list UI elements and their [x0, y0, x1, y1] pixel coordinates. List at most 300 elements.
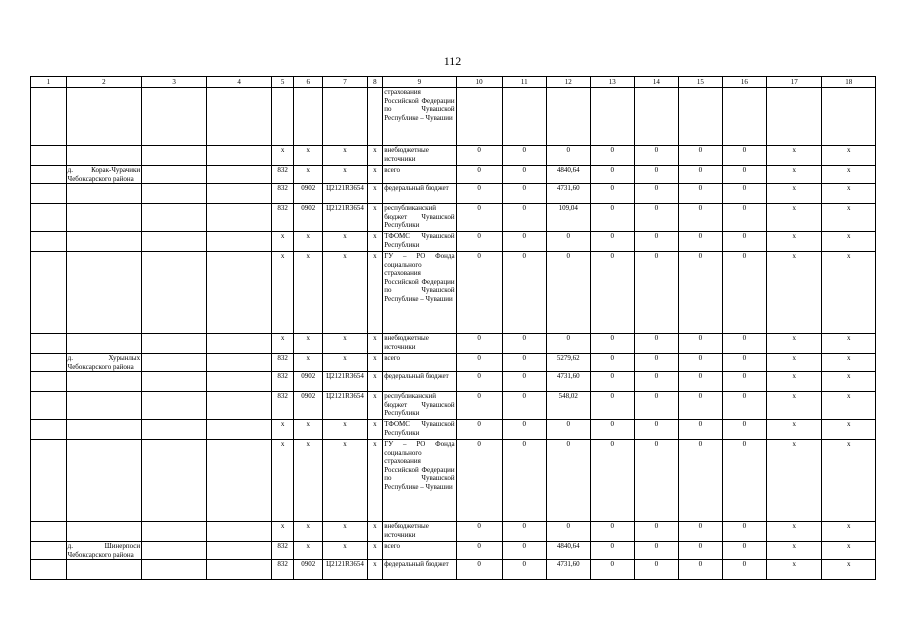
cell-col-6 — [294, 88, 323, 146]
column-header: 11 — [502, 77, 546, 88]
cell-col-17: х — [766, 354, 822, 372]
cell-col-2 — [66, 146, 141, 166]
cell-col-1 — [31, 420, 67, 440]
cell-col-10: 0 — [456, 334, 502, 354]
cell-col-17 — [766, 88, 822, 146]
cell-col-13: 0 — [590, 204, 634, 232]
cell-col-9: ТФОМС Чувашской Республики — [383, 232, 456, 252]
cell-col-8: х — [367, 542, 383, 560]
table-row — [31, 420, 876, 440]
cell-col-9: всего — [383, 542, 456, 560]
cell-col-7: Ц2121R3654 — [323, 184, 367, 204]
cell-col-13: 0 — [590, 146, 634, 166]
cell-col-14: 0 — [634, 146, 678, 166]
table-row — [31, 542, 876, 560]
cell-col-16: 0 — [722, 204, 766, 232]
cell-col-6: х — [294, 542, 323, 560]
cell-col-3 — [142, 372, 207, 392]
cell-col-7: х — [323, 146, 367, 166]
cell-col-4 — [207, 166, 272, 184]
cell-col-12: 548,02 — [546, 392, 590, 420]
cell-col-5: х — [272, 420, 294, 440]
cell-col-9: ГУ – РО Фонда социального страхования Российской Федерации по Чувашской Республике – Чувашии — [383, 440, 456, 522]
cell-col-13: 0 — [590, 440, 634, 522]
cell-col-13: 0 — [590, 522, 634, 542]
cell-col-15: 0 — [678, 392, 722, 420]
cell-col-14: 0 — [634, 334, 678, 354]
cell-col-13: 0 — [590, 420, 634, 440]
cell-col-10: 0 — [456, 146, 502, 166]
cell-col-5: 832 — [272, 392, 294, 420]
cell-col-16: 0 — [722, 372, 766, 392]
table-header-row — [31, 77, 876, 88]
cell-col-1 — [31, 560, 67, 580]
cell-col-1 — [31, 184, 67, 204]
cell-col-8: х — [367, 372, 383, 392]
cell-col-3 — [142, 522, 207, 542]
cell-col-12: 0 — [546, 522, 590, 542]
cell-col-4 — [207, 88, 272, 146]
cell-col-15: 0 — [678, 354, 722, 372]
cell-col-8: х — [367, 440, 383, 522]
cell-col-2 — [66, 420, 141, 440]
cell-col-17: х — [766, 420, 822, 440]
cell-col-15 — [678, 88, 722, 146]
cell-col-16: 0 — [722, 334, 766, 354]
cell-col-8: х — [367, 184, 383, 204]
cell-col-1 — [31, 232, 67, 252]
cell-col-15: 0 — [678, 232, 722, 252]
cell-col-9: республиканский бюджет Чувашской Республики — [383, 392, 456, 420]
cell-col-3 — [142, 542, 207, 560]
cell-col-17: х — [766, 440, 822, 522]
cell-col-13: 0 — [590, 354, 634, 372]
cell-col-13: 0 — [590, 334, 634, 354]
cell-col-4 — [207, 420, 272, 440]
cell-col-17: х — [766, 334, 822, 354]
cell-col-2 — [66, 232, 141, 252]
cell-col-14: 0 — [634, 184, 678, 204]
cell-col-18: х — [822, 560, 876, 580]
cell-col-1 — [31, 146, 67, 166]
cell-col-17: х — [766, 542, 822, 560]
cell-col-11: 0 — [502, 146, 546, 166]
cell-col-3 — [142, 184, 207, 204]
cell-col-17: х — [766, 166, 822, 184]
cell-col-15: 0 — [678, 372, 722, 392]
cell-col-4 — [207, 232, 272, 252]
cell-col-18: х — [822, 440, 876, 522]
cell-col-3 — [142, 166, 207, 184]
cell-col-16 — [722, 88, 766, 146]
cell-col-18: х — [822, 166, 876, 184]
cell-col-1 — [31, 88, 67, 146]
table-row — [31, 252, 876, 334]
cell-col-18: х — [822, 522, 876, 542]
cell-col-7: Ц2121R3654 — [323, 392, 367, 420]
cell-col-1 — [31, 372, 67, 392]
table-row — [31, 392, 876, 420]
cell-col-3 — [142, 334, 207, 354]
cell-col-18: х — [822, 354, 876, 372]
cell-col-6: х — [294, 146, 323, 166]
cell-col-3 — [142, 232, 207, 252]
cell-col-13: 0 — [590, 166, 634, 184]
cell-col-8: х — [367, 354, 383, 372]
cell-col-10: 0 — [456, 204, 502, 232]
cell-col-9: внебюджетные источники — [383, 334, 456, 354]
cell-col-11: 0 — [502, 420, 546, 440]
cell-col-2 — [66, 88, 141, 146]
cell-col-9: страхования Российской Федерации по Чувашской Республике – Чувашии — [383, 88, 456, 146]
cell-col-8: х — [367, 392, 383, 420]
cell-col-2 — [66, 184, 141, 204]
cell-col-14: 0 — [634, 354, 678, 372]
cell-col-13: 0 — [590, 372, 634, 392]
cell-col-6: х — [294, 440, 323, 522]
cell-col-2 — [66, 252, 141, 334]
cell-col-1 — [31, 354, 67, 372]
cell-col-17: х — [766, 184, 822, 204]
column-header: 17 — [766, 77, 822, 88]
cell-col-18: х — [822, 420, 876, 440]
cell-col-15: 0 — [678, 440, 722, 522]
cell-col-12: 0 — [546, 420, 590, 440]
cell-col-9: ТФОМС Чувашской Республики — [383, 420, 456, 440]
cell-col-15: 0 — [678, 184, 722, 204]
cell-col-5: 832 — [272, 184, 294, 204]
cell-col-13 — [590, 88, 634, 146]
table-row — [31, 334, 876, 354]
cell-col-9: федеральный бюджет — [383, 184, 456, 204]
cell-col-15: 0 — [678, 334, 722, 354]
cell-col-5: 832 — [272, 354, 294, 372]
cell-col-5: 832 — [272, 542, 294, 560]
cell-col-9: республиканский бюджет Чувашской Республики — [383, 204, 456, 232]
column-header: 1 — [31, 77, 67, 88]
cell-col-16: 0 — [722, 146, 766, 166]
cell-col-10: 0 — [456, 522, 502, 542]
cell-col-11: 0 — [502, 440, 546, 522]
cell-col-7: х — [323, 166, 367, 184]
cell-col-15: 0 — [678, 560, 722, 580]
cell-col-4 — [207, 184, 272, 204]
cell-col-6: х — [294, 354, 323, 372]
cell-col-14: 0 — [634, 440, 678, 522]
cell-col-5: х — [272, 252, 294, 334]
cell-col-12: 0 — [546, 146, 590, 166]
cell-col-10: 0 — [456, 420, 502, 440]
cell-col-2: д. Корак-Чурачики Чебоксарского района — [67, 166, 141, 183]
cell-col-2 — [66, 372, 141, 392]
cell-col-16: 0 — [722, 420, 766, 440]
table-row — [31, 166, 876, 184]
cell-col-1 — [31, 166, 67, 184]
cell-col-4 — [207, 542, 272, 560]
cell-col-13: 0 — [590, 542, 634, 560]
cell-col-1 — [31, 392, 67, 420]
cell-col-2 — [66, 560, 141, 580]
cell-col-14: 0 — [634, 522, 678, 542]
cell-col-17: х — [766, 392, 822, 420]
cell-col-10: 0 — [456, 560, 502, 580]
cell-col-4 — [207, 372, 272, 392]
cell-col-5 — [272, 88, 294, 146]
cell-col-7: х — [323, 232, 367, 252]
cell-col-15: 0 — [678, 252, 722, 334]
cell-col-7: Ц2121R3654 — [323, 560, 367, 580]
cell-col-6: х — [294, 252, 323, 334]
cell-col-10: 0 — [456, 440, 502, 522]
cell-col-10: 0 — [456, 184, 502, 204]
table-row — [31, 560, 876, 580]
cell-col-11: 0 — [502, 372, 546, 392]
column-header: 15 — [678, 77, 722, 88]
cell-col-5: х — [272, 440, 294, 522]
cell-col-7: х — [323, 334, 367, 354]
cell-col-17: х — [766, 372, 822, 392]
cell-col-17: х — [766, 560, 822, 580]
cell-col-14: 0 — [634, 392, 678, 420]
column-header: 16 — [722, 77, 766, 88]
cell-col-7: х — [323, 354, 367, 372]
cell-col-3 — [142, 204, 207, 232]
cell-col-8: х — [367, 334, 383, 354]
cell-col-17: х — [766, 146, 822, 166]
cell-col-4 — [207, 522, 272, 542]
cell-col-6: 0902 — [294, 372, 323, 392]
cell-col-3 — [142, 420, 207, 440]
cell-col-7: Ц2121R3654 — [323, 372, 367, 392]
cell-col-9: федеральный бюджет — [383, 372, 456, 392]
cell-col-7: х — [323, 542, 367, 560]
cell-col-17: х — [766, 252, 822, 334]
cell-col-6: 0902 — [294, 204, 323, 232]
cell-col-16: 0 — [722, 232, 766, 252]
cell-col-11: 0 — [502, 392, 546, 420]
cell-col-16: 0 — [722, 522, 766, 542]
cell-col-4 — [207, 392, 272, 420]
cell-col-9: всего — [383, 166, 456, 184]
cell-col-1 — [31, 204, 67, 232]
cell-col-2 — [66, 204, 141, 232]
cell-col-18: х — [822, 392, 876, 420]
page-number: 112 — [443, 54, 462, 68]
cell-col-12: 4840,64 — [546, 542, 590, 560]
cell-col-2 — [66, 440, 141, 522]
cell-col-6: 0902 — [294, 184, 323, 204]
cell-col-15: 0 — [678, 420, 722, 440]
cell-col-16: 0 — [722, 252, 766, 334]
cell-col-4 — [207, 334, 272, 354]
cell-col-8: х — [367, 166, 383, 184]
cell-col-11: 0 — [502, 252, 546, 334]
table-row — [31, 204, 876, 232]
cell-col-7: х — [323, 522, 367, 542]
cell-col-3 — [142, 440, 207, 522]
column-header: 7 — [323, 77, 367, 88]
cell-col-9: внебюджетные источники — [383, 146, 456, 166]
cell-col-10: 0 — [456, 392, 502, 420]
cell-col-14: 0 — [634, 204, 678, 232]
cell-col-12: 4731,60 — [546, 184, 590, 204]
cell-col-11: 0 — [502, 166, 546, 184]
cell-col-2: д. Шинерпоси Чебоксарского района — [67, 542, 141, 559]
cell-col-6: 0902 — [294, 560, 323, 580]
cell-col-14: 0 — [634, 542, 678, 560]
column-header: 18 — [822, 77, 876, 88]
cell-col-10: 0 — [456, 372, 502, 392]
cell-col-16: 0 — [722, 440, 766, 522]
column-header: 4 — [207, 77, 272, 88]
cell-col-10: 0 — [456, 542, 502, 560]
cell-col-2 — [66, 334, 141, 354]
cell-col-13: 0 — [590, 252, 634, 334]
cell-col-13: 0 — [590, 560, 634, 580]
cell-col-8: х — [367, 522, 383, 542]
cell-col-12: 5279,62 — [546, 354, 590, 372]
cell-col-6: х — [294, 334, 323, 354]
cell-col-3 — [142, 560, 207, 580]
cell-col-8: х — [367, 146, 383, 166]
cell-col-12 — [546, 88, 590, 146]
cell-col-18: х — [822, 146, 876, 166]
cell-col-15: 0 — [678, 204, 722, 232]
table-row — [31, 354, 876, 372]
cell-col-7: х — [323, 420, 367, 440]
cell-col-5: 832 — [272, 372, 294, 392]
column-header: 8 — [367, 77, 383, 88]
cell-col-17: х — [766, 204, 822, 232]
cell-col-11: 0 — [502, 232, 546, 252]
cell-col-13: 0 — [590, 232, 634, 252]
table-row — [31, 146, 876, 166]
cell-col-3 — [142, 392, 207, 420]
cell-col-18: х — [822, 372, 876, 392]
cell-col-8: х — [367, 232, 383, 252]
cell-col-3 — [142, 88, 207, 146]
cell-col-7: х — [323, 440, 367, 522]
cell-col-15: 0 — [678, 146, 722, 166]
cell-col-15: 0 — [678, 522, 722, 542]
table-row — [31, 440, 876, 522]
cell-col-10: 0 — [456, 166, 502, 184]
cell-col-7: х — [323, 252, 367, 334]
table-row — [31, 184, 876, 204]
cell-col-18 — [822, 88, 876, 146]
cell-col-9: всего — [383, 354, 456, 372]
cell-col-15: 0 — [678, 542, 722, 560]
cell-col-7 — [323, 88, 367, 146]
column-header: 14 — [634, 77, 678, 88]
cell-col-11: 0 — [502, 204, 546, 232]
cell-col-16: 0 — [722, 184, 766, 204]
cell-col-18: х — [822, 252, 876, 334]
cell-col-15: 0 — [678, 166, 722, 184]
cell-col-6: 0902 — [294, 392, 323, 420]
cell-col-2 — [66, 522, 141, 542]
cell-col-12: 4731,60 — [546, 560, 590, 580]
cell-col-8 — [367, 88, 383, 146]
cell-col-5: х — [272, 522, 294, 542]
cell-col-18: х — [822, 204, 876, 232]
cell-col-16: 0 — [722, 392, 766, 420]
cell-col-6: х — [294, 166, 323, 184]
cell-col-14: 0 — [634, 232, 678, 252]
cell-col-1 — [31, 334, 67, 354]
cell-col-13: 0 — [590, 184, 634, 204]
cell-col-12: 4731,60 — [546, 372, 590, 392]
cell-col-4 — [207, 560, 272, 580]
column-header: 5 — [272, 77, 294, 88]
cell-col-5: 832 — [272, 204, 294, 232]
cell-col-4 — [207, 204, 272, 232]
cell-col-14: 0 — [634, 372, 678, 392]
cell-col-5: 832 — [272, 560, 294, 580]
column-header: 3 — [142, 77, 207, 88]
cell-col-12: 0 — [546, 334, 590, 354]
cell-col-16: 0 — [722, 542, 766, 560]
cell-col-4 — [207, 354, 272, 372]
cell-col-4 — [207, 440, 272, 522]
table-row — [31, 88, 876, 146]
cell-col-4 — [207, 252, 272, 334]
column-header: 6 — [294, 77, 323, 88]
cell-col-8: х — [367, 204, 383, 232]
cell-col-16: 0 — [722, 560, 766, 580]
cell-col-1 — [31, 252, 67, 334]
cell-col-12: 0 — [546, 252, 590, 334]
cell-col-14: 0 — [634, 420, 678, 440]
cell-col-4 — [207, 146, 272, 166]
cell-col-12: 109,04 — [546, 204, 590, 232]
cell-col-11: 0 — [502, 354, 546, 372]
cell-col-17: х — [766, 522, 822, 542]
cell-col-7: Ц2121R3654 — [323, 204, 367, 232]
cell-col-10: 0 — [456, 232, 502, 252]
cell-col-5: х — [272, 232, 294, 252]
column-header: 2 — [66, 77, 141, 88]
cell-col-12: 4840,64 — [546, 166, 590, 184]
cell-col-11: 0 — [502, 184, 546, 204]
cell-col-5: х — [272, 146, 294, 166]
cell-col-2: д. Хурынлых Чебоксарского района — [67, 354, 141, 371]
cell-col-14: 0 — [634, 166, 678, 184]
cell-col-8: х — [367, 252, 383, 334]
column-header: 10 — [456, 77, 502, 88]
table-row — [31, 232, 876, 252]
cell-col-18: х — [822, 542, 876, 560]
table-row — [31, 372, 876, 392]
cell-col-13: 0 — [590, 392, 634, 420]
cell-col-11: 0 — [502, 542, 546, 560]
cell-col-14: 0 — [634, 252, 678, 334]
cell-col-11 — [502, 88, 546, 146]
cell-col-17: х — [766, 232, 822, 252]
cell-col-6: х — [294, 522, 323, 542]
cell-col-16: 0 — [722, 166, 766, 184]
column-header: 9 — [383, 77, 456, 88]
cell-col-12: 0 — [546, 232, 590, 252]
cell-col-9: ГУ – РО Фонда социального страхования Российской Федерации по Чувашской Республике – Чувашии — [383, 252, 456, 334]
cell-col-18: х — [822, 334, 876, 354]
cell-col-11: 0 — [502, 522, 546, 542]
cell-col-5: х — [272, 334, 294, 354]
table-row — [31, 522, 876, 542]
cell-col-12: 0 — [546, 440, 590, 522]
cell-col-10: 0 — [456, 354, 502, 372]
cell-col-8: х — [367, 560, 383, 580]
